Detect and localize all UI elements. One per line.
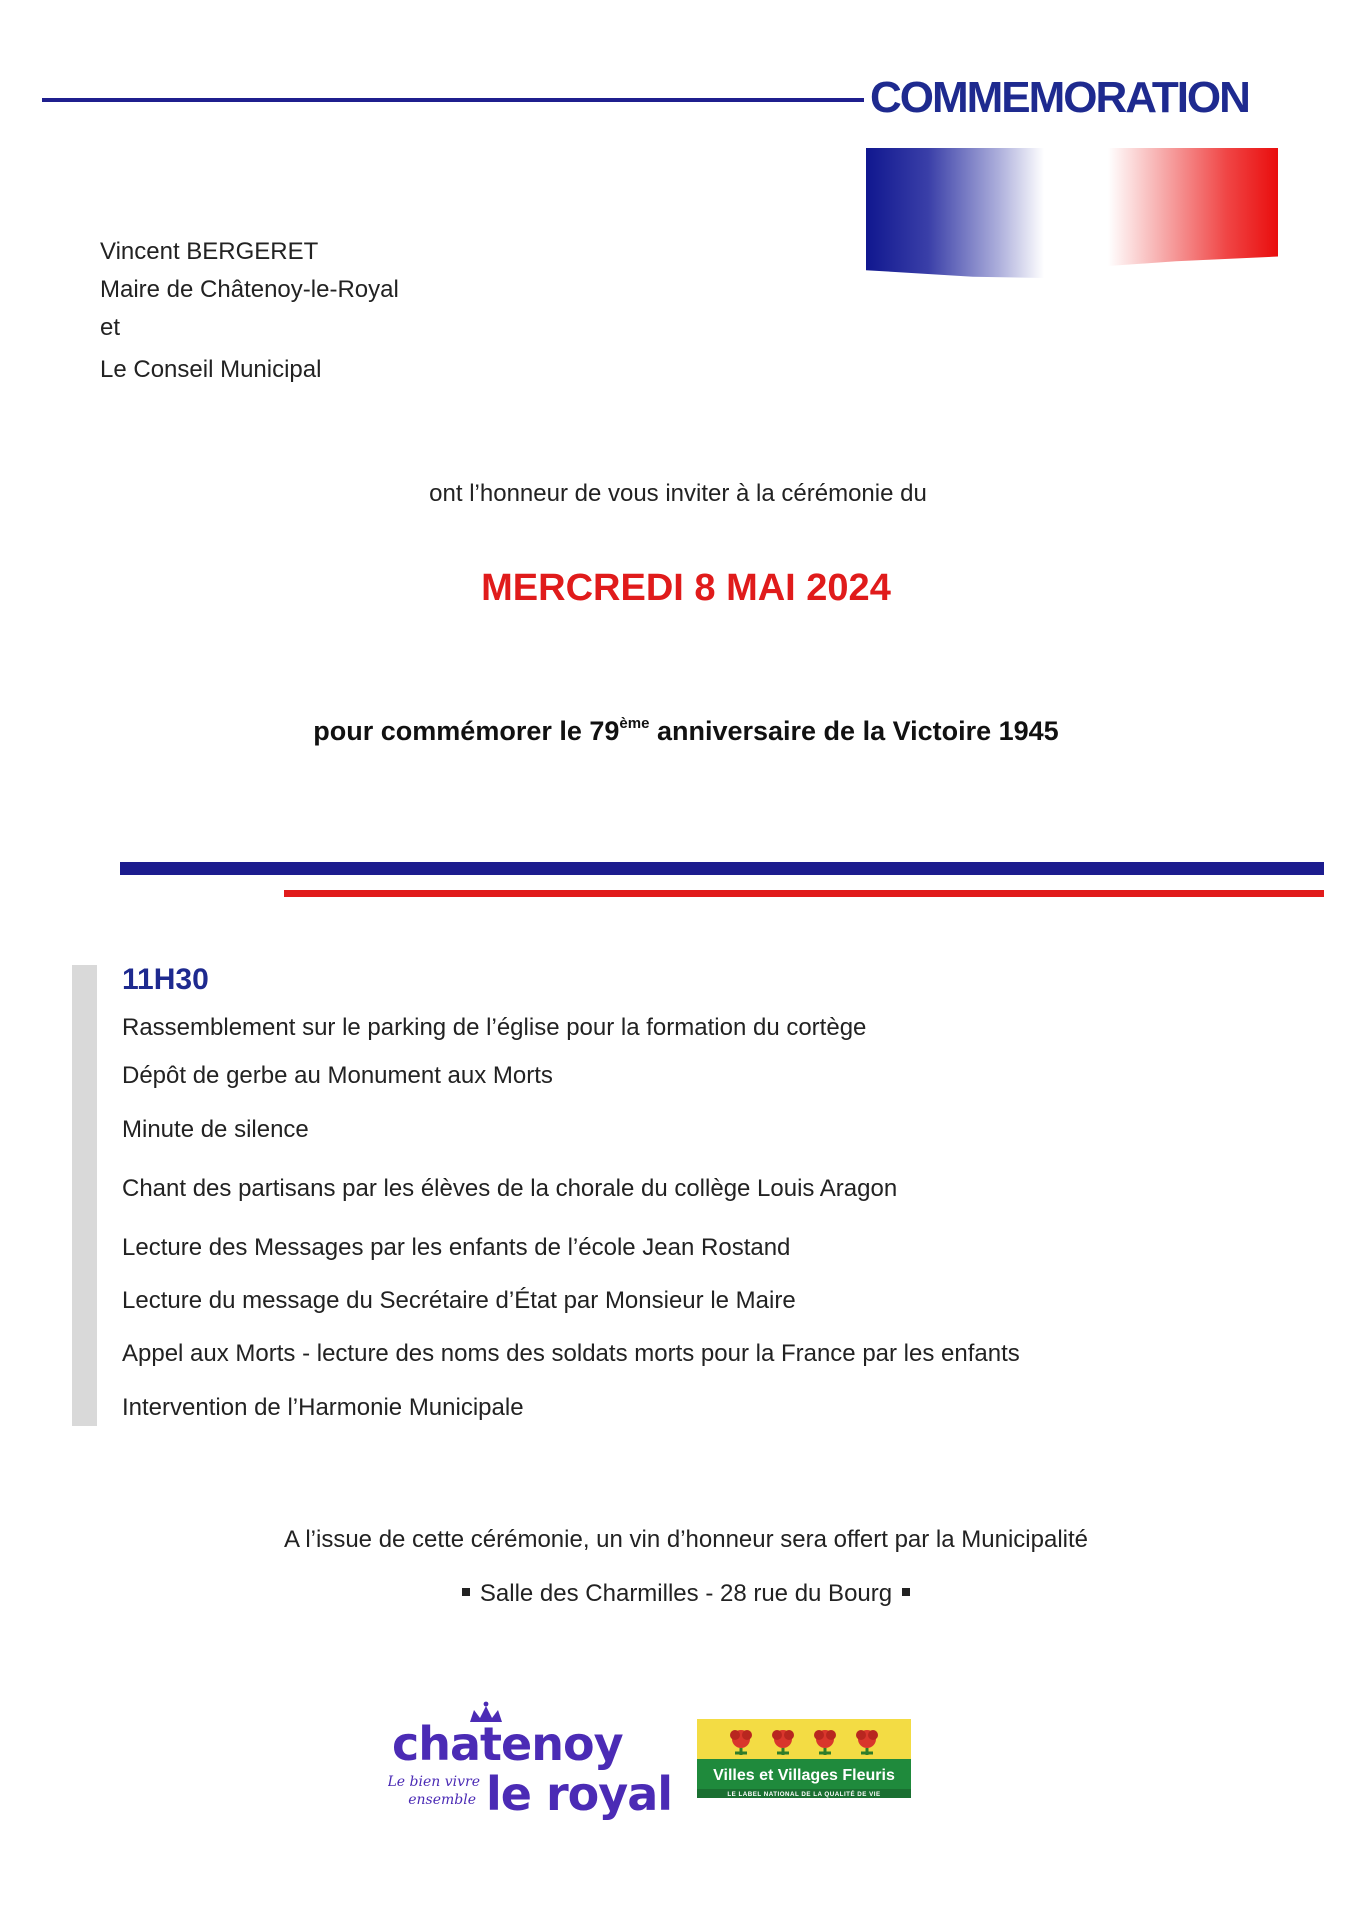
- chatenoy-logo: [388, 1700, 678, 1830]
- separator-red: [284, 890, 1324, 897]
- list-item: Minute de silence: [122, 1116, 309, 1143]
- chatenoy-wordmark-bottom: le royal: [486, 1767, 673, 1821]
- list-item: Lecture des Messages par les enfants de l’école Jean Rostand: [122, 1234, 791, 1261]
- vvf-title: Villes et Villages Fleuris: [713, 1767, 895, 1784]
- chatenoy-tagline-2: ensemble: [408, 1792, 476, 1808]
- purpose-superscript: ème: [619, 715, 650, 732]
- chatenoy-wordmark-top: chatenoy: [392, 1717, 623, 1771]
- list-item: Dépôt de gerbe au Monument aux Morts: [122, 1062, 553, 1089]
- sender-role: Maire de Châtenoy-le-Royal: [100, 276, 399, 303]
- flag-blue-stripe: [866, 148, 1044, 278]
- list-item: Lecture du message du Secrétaire d’État par Monsieur le Maire: [122, 1287, 796, 1314]
- list-item: Appel aux Morts - lecture des noms des soldats morts pour la France par les enfants: [122, 1340, 1020, 1367]
- chatenoy-tagline-1: Le bien vivre: [388, 1774, 480, 1790]
- invitation-intro: ont l’honneur de vous inviter à la cérémonie du: [429, 480, 927, 507]
- sender-name: Vincent BERGERET: [100, 238, 319, 265]
- venue-line: [0, 1576, 1356, 1612]
- closing-text: A l’issue de cette cérémonie, un vin d’honneur sera offert par la Municipalité: [283, 1526, 1088, 1553]
- vvf-subtitle: LE LABEL NATIONAL DE LA QUALITÉ DE VIE: [727, 1791, 881, 1798]
- sender-conjunction: et: [100, 314, 121, 341]
- sender-council: Le Conseil Municipal: [100, 356, 322, 383]
- sender-block: [100, 233, 399, 389]
- bullet-square-icon: [902, 1588, 910, 1596]
- event-purpose: [0, 702, 1356, 753]
- list-item: Chant des partisans par les élèves de la chorale du collège Louis Aragon: [122, 1175, 898, 1202]
- flag-red-stripe: [1108, 148, 1278, 266]
- bullet-square-icon: [462, 1588, 470, 1596]
- programme-side-bar: [72, 965, 97, 1426]
- page-title: COMMEMORATION: [870, 73, 1249, 122]
- event-date: MERCREDI 8 MAI 2024: [481, 567, 891, 609]
- venue-text: Salle des Charmilles - 28 rue du Bourg: [479, 1580, 893, 1607]
- vvf-logo: [697, 1719, 911, 1798]
- list-item: Rassemblement sur le parking de l’église pour la formation du cortège: [122, 1014, 867, 1041]
- separator-blue: [120, 862, 1324, 875]
- purpose-before: pour commémorer le 79: [313, 716, 620, 746]
- list-item: Intervention de l’Harmonie Municipale: [122, 1394, 524, 1421]
- header-rule: [42, 98, 864, 102]
- purpose-after: anniversaire de la Victoire 1945: [649, 716, 1059, 746]
- programme-time: 11H30: [122, 963, 209, 996]
